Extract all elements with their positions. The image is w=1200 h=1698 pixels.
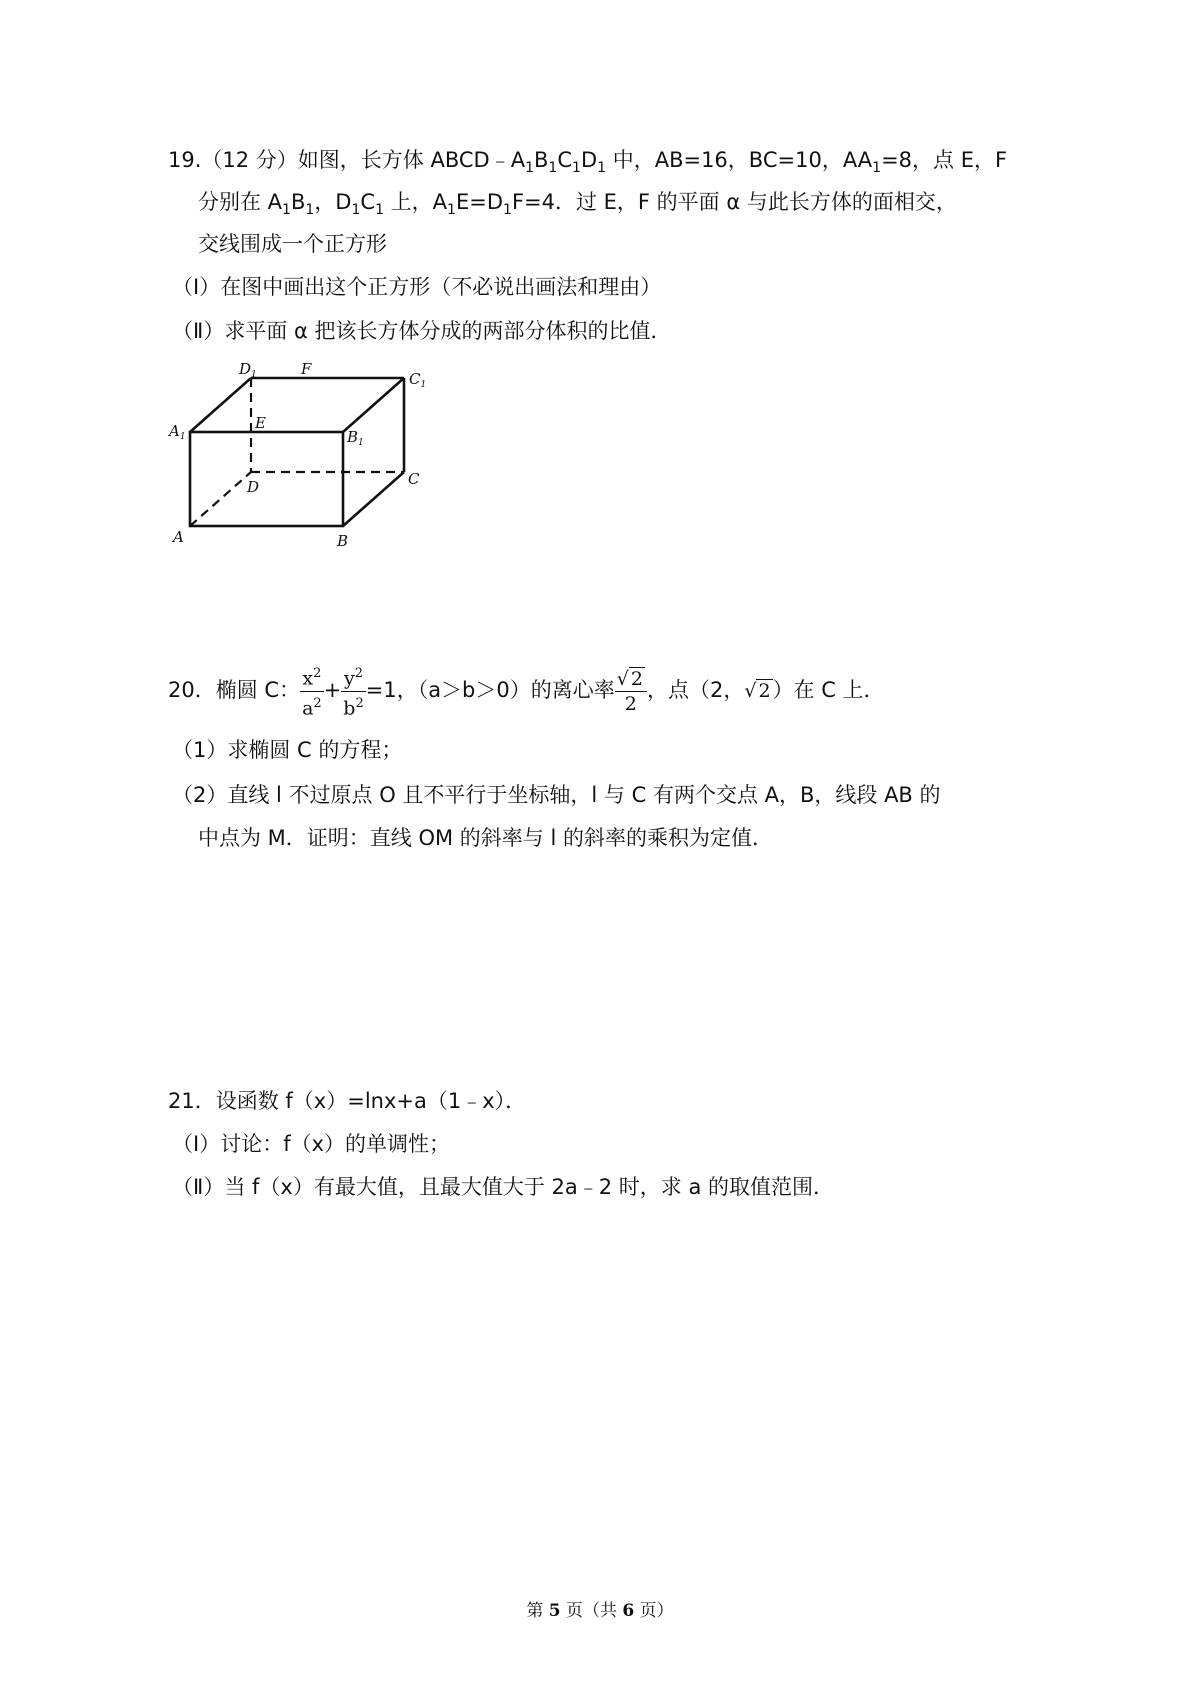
- fraction-y2-b2: $\frac{y^2}{b^2}$: [341, 662, 365, 720]
- q20-line1: 20．椭圆 C： $\frac{x^2}{a^2}$ + $\frac{y^2}{b^2}$ =1，（a＞b＞0）的离心率 $\frac{√ 2}{2}$ ，点（2，√ 2）在 C 上．: [168, 655, 885, 726]
- front-face: [190, 432, 343, 526]
- edge-bc: [343, 472, 404, 526]
- label-d: D: [247, 478, 260, 496]
- page-footer: 第 5 页（共 6 页）: [526, 1601, 674, 1621]
- label-a: A: [173, 528, 184, 546]
- label-c: C: [408, 470, 420, 488]
- label-f: F: [301, 360, 312, 378]
- hidden-edge-ad: [190, 472, 251, 526]
- label-b: B: [337, 532, 349, 550]
- q19-part1: （Ⅰ）在图中画出这个正方形（不必说出画法和理由）: [172, 275, 662, 299]
- label-c1: $C_1$: [409, 370, 427, 390]
- edge-b1c1: [343, 378, 404, 432]
- sqrt-2: √ 2: [744, 680, 771, 702]
- label-a1: $A_1$: [169, 422, 186, 442]
- label-b1: $B_1$: [347, 428, 364, 448]
- q20-part2-line2: 中点为 M．证明：直线 OM 的斜率与 l 的斜率的乘积为定值．: [198, 826, 773, 850]
- edge-a1d1: [190, 378, 251, 432]
- label-e: E: [255, 414, 266, 432]
- q21-line1: 21．设函数 f（x）=lnx+a（1﹣x）．: [168, 1089, 527, 1113]
- q20-part1: （1）求椭圆 C 的方程；: [172, 738, 403, 762]
- fraction-x2-a2: $\frac{x^2}{a^2}$: [300, 662, 324, 720]
- q20-part2-line1: （2）直线 l 不过原点 O 且不平行于坐标轴，l 与 C 有两个交点 A，B，线段 AB 的: [172, 783, 941, 807]
- cuboid-figure: [165, 360, 445, 560]
- label-d1: $D_1$: [239, 360, 257, 380]
- q19-line3: 交线围成一个正方形: [198, 232, 387, 256]
- q21-part2: （Ⅱ）当 f（x）有最大值，且最大值大于 2a﹣2 时，求 a 的取值范围．: [172, 1175, 834, 1199]
- q19-part2: （Ⅱ）求平面 α 把该长方体分成的两部分体积的比值．: [172, 319, 672, 343]
- q21-part1: （Ⅰ）讨论：f（x）的单调性；: [172, 1132, 451, 1156]
- fraction-eccentricity: $\frac{√ 2}{2}$: [615, 667, 647, 716]
- q19-line1: 19.（12 分）如图，长方体 $ABCD﹣A_1B_1C_1D_1$ 中，AB=16，BC=10，$AA_1=8$，点 E，F: [168, 148, 1008, 176]
- q19-line2: 分别在 $A_1B_1$，$D_1C_1$ 上，$A_1E=D_1F=4$．过 E，F 的平面 α 与此长方体的面相交，: [198, 190, 957, 218]
